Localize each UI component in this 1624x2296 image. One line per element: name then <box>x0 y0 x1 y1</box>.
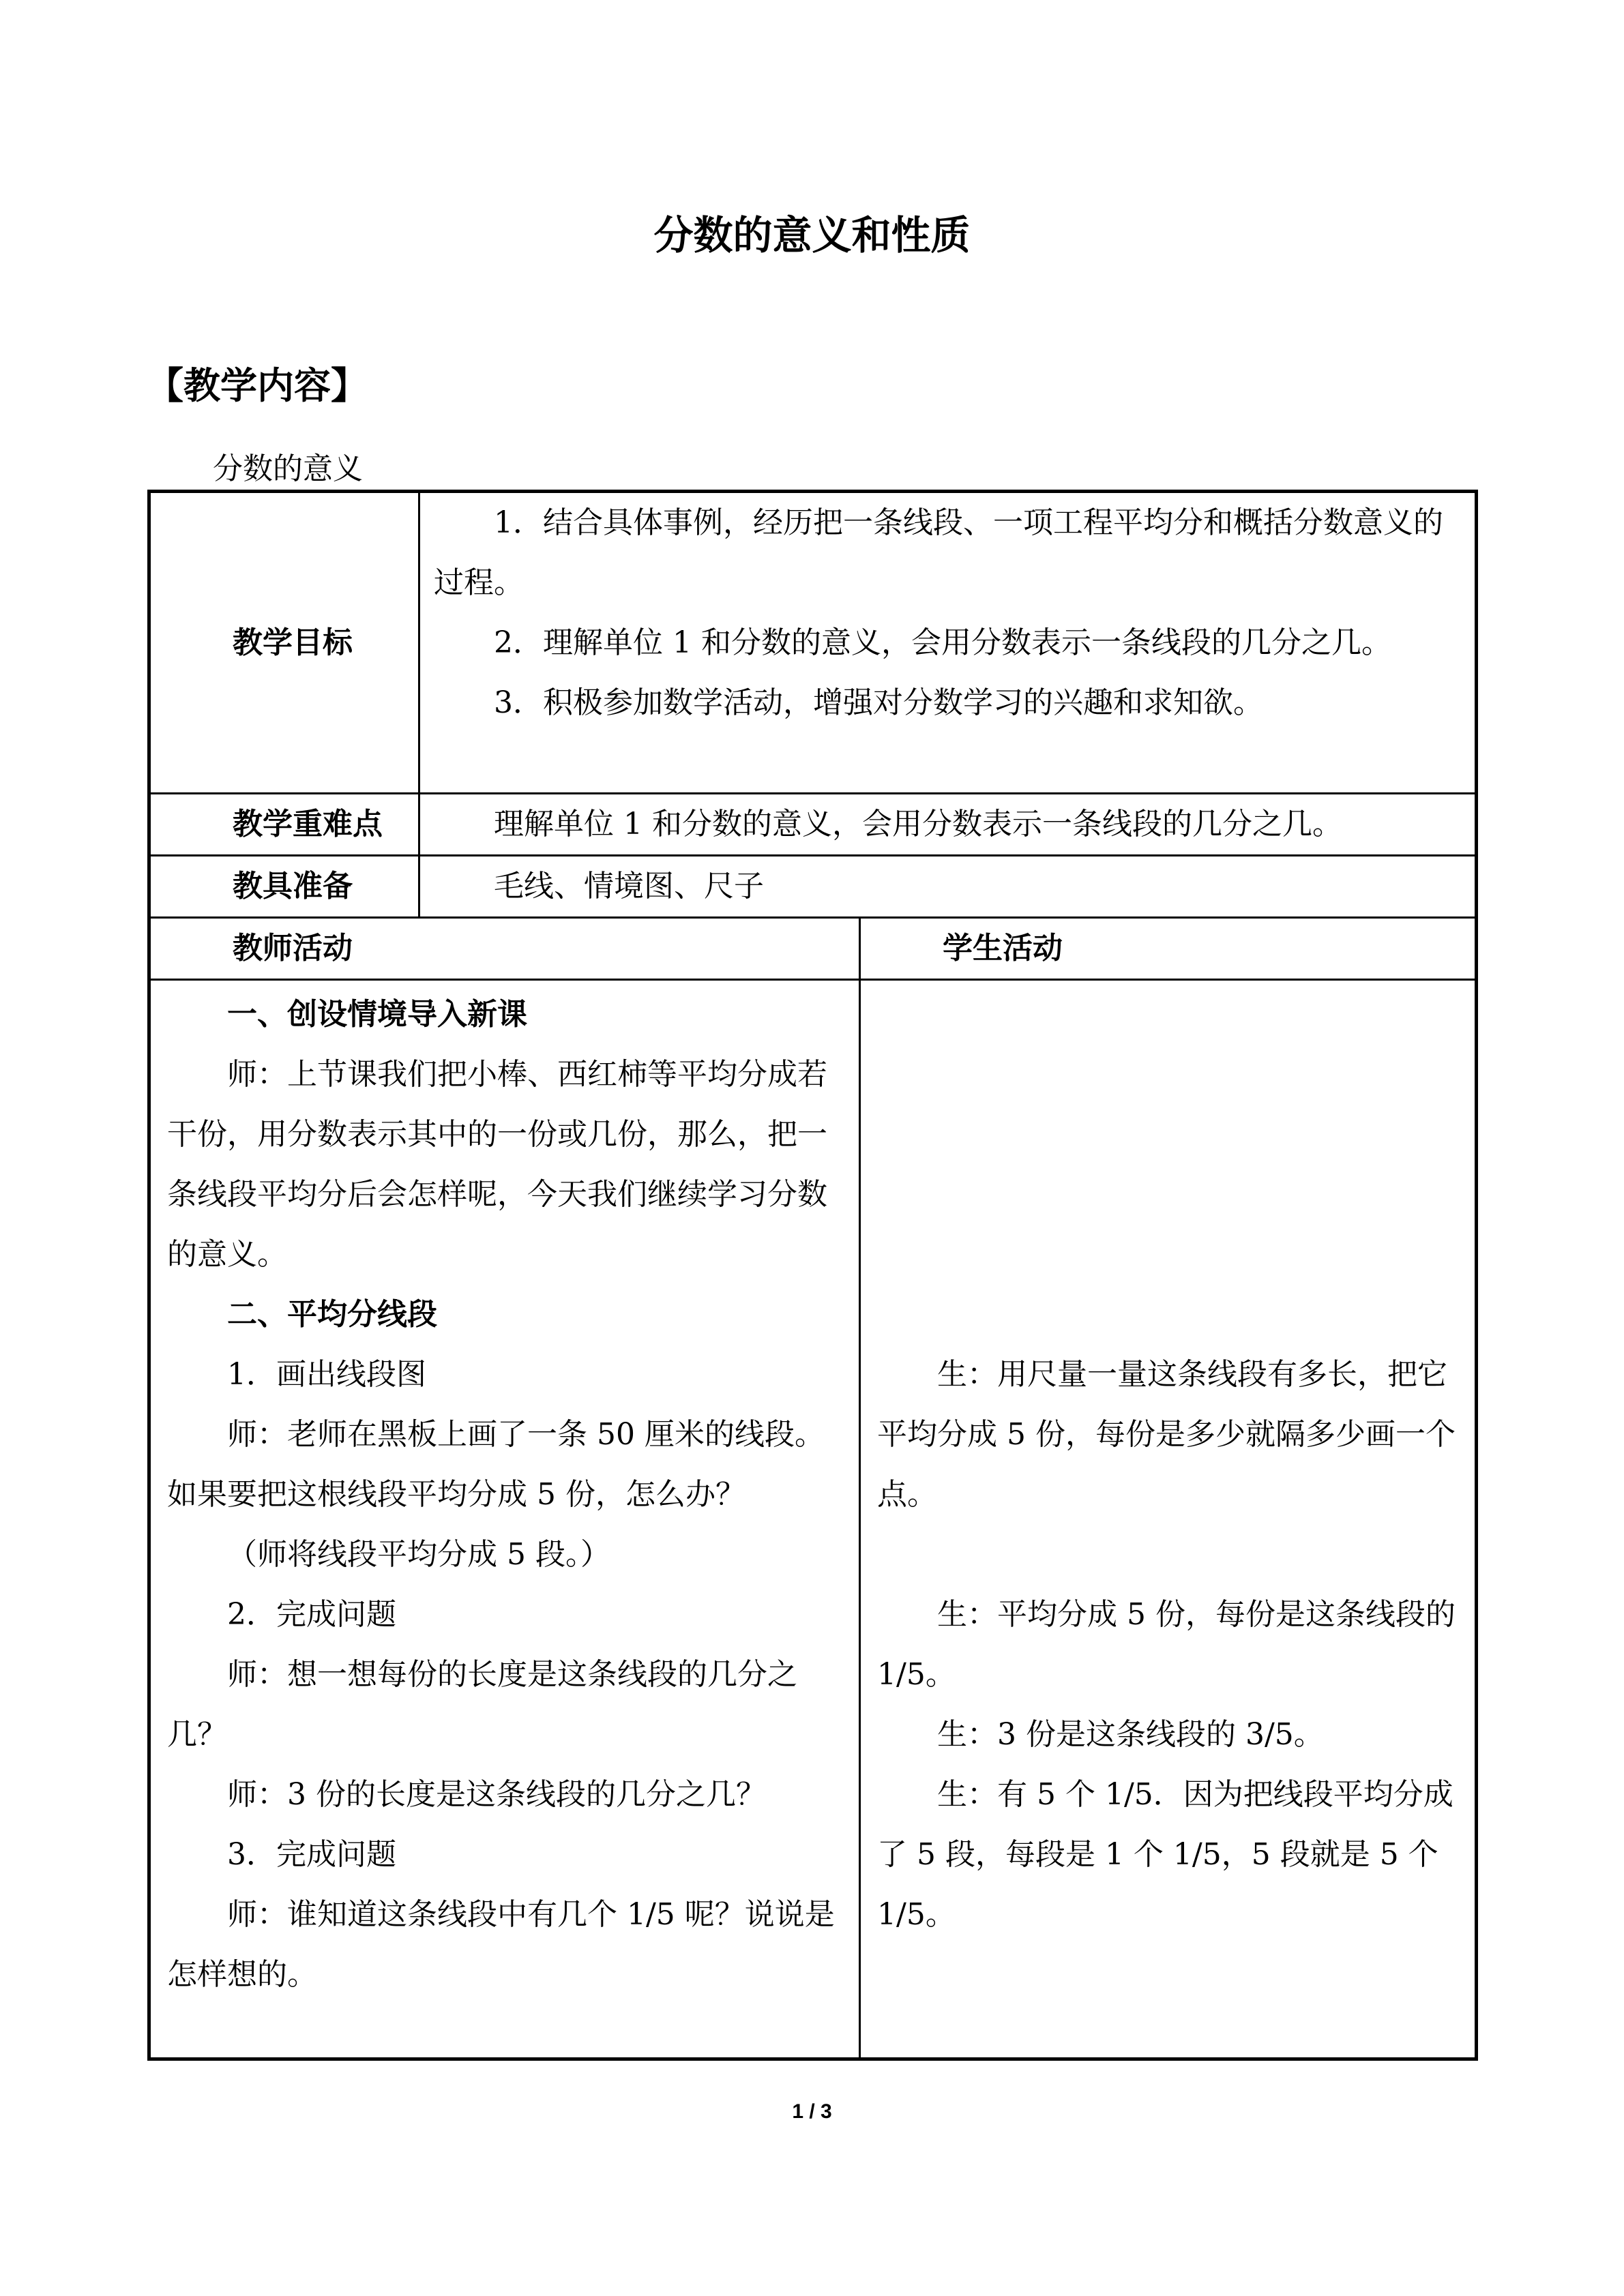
teacher-line: 师：上节课我们把小棒、西红柿等平均分成若干份，用分数表示其中的一份或几份，那么，把一条线段平均分后会怎样呢，今天我们继续学习分数的意义。 <box>167 1057 827 1272</box>
lesson-table <box>147 490 1478 2061</box>
goal-item: 1．结合具体事例，经历把一条线段、一项工程平均分和概括分数意义的过程。 <box>434 505 1443 600</box>
goals-row <box>149 492 1477 794</box>
teacher-line: （师将线段平均分成 5 段。） <box>227 1537 610 1572</box>
teacher-line: 师：谁知道这条线段中有几个 1/5 呢？说说是怎样想的。 <box>167 1897 835 1992</box>
materials-text: 毛线、情境图、尺子 <box>494 869 764 904</box>
student-line: 生：有 5 个 1/5．因为把线段平均分成了 5 段，每段是 1 个 1/5，5 段就是 5 个 1/5。 <box>877 1777 1453 1932</box>
teacher-line: 3．完成问题 <box>227 1837 396 1872</box>
key-points-row <box>149 794 1477 856</box>
student-line: 生：3 份是这条线段的 3/5。 <box>937 1717 1324 1752</box>
page-title: 分数的意义和性质 <box>653 212 971 258</box>
key-points-content <box>419 794 1477 856</box>
goal-item: 3．积极参加数学活动，增强对分数学习的兴趣和求知欲。 <box>494 685 1263 720</box>
student-line: 生：用尺量一量这条线段有多长，把它平均分成 5 份，每份是多少就隔多少画一个点。 <box>877 1357 1456 1512</box>
page-number: 1 / 3 <box>792 2100 832 2123</box>
teacher-activity <box>149 980 860 2059</box>
activity-row <box>149 980 1477 2059</box>
materials-content <box>419 856 1477 918</box>
teacher-line: 师：老师在黑板上画了一条 50 厘米的线段。如果要把这根线段平均分成 5 份，怎么办？ <box>167 1417 825 1512</box>
student-activity <box>860 980 1477 2059</box>
teacher-line: 1．画出线段图 <box>227 1357 426 1392</box>
section-heading: 【教学内容】 <box>147 363 368 407</box>
teacher-line: 师：3 份的长度是这条线段的几分之几？ <box>227 1777 766 1812</box>
teacher-header: 教师活动 <box>149 918 860 980</box>
materials-row <box>149 856 1477 918</box>
key-points-text: 理解单位 1 和分数的意义，会用分数表示一条线段的几分之几。 <box>494 807 1342 841</box>
activity-header-row <box>149 918 1477 980</box>
key-points-label: 教学重难点 <box>149 794 419 856</box>
student-header: 学生活动 <box>860 918 1477 980</box>
goal-item: 2．理解单位 1 和分数的意义，会用分数表示一条线段的几分之几。 <box>494 625 1391 660</box>
teacher-line: 一、创设情境导入新课 <box>227 997 527 1032</box>
student-line: 生：平均分成 5 份，每份是这条线段的 1/5。 <box>877 1597 1456 1692</box>
materials-label: 教具准备 <box>149 856 419 918</box>
teacher-line: 二、平均分线段 <box>227 1297 437 1332</box>
teacher-line: 2．完成问题 <box>227 1597 396 1632</box>
goals-content <box>419 492 1477 794</box>
goals-label: 教学目标 <box>149 492 419 794</box>
teacher-line: 师：想一想每份的长度是这条线段的几分之几？ <box>167 1657 797 1752</box>
subheading: 分数的意义 <box>213 451 363 486</box>
